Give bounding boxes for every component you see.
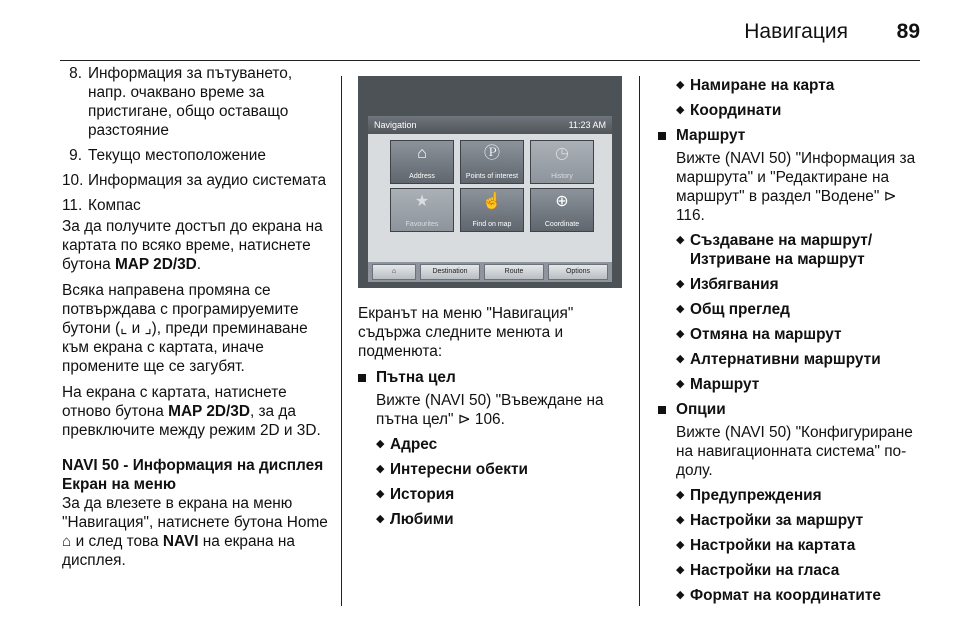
legend-list xyxy=(62,64,334,215)
list-item: ◆ Формат на координатите xyxy=(676,587,881,604)
star-icon: ★ xyxy=(414,193,430,210)
navigation-screenshot xyxy=(358,76,622,288)
list-item: ◆ Предупреждения xyxy=(676,487,822,504)
diamond-bullet-icon: ◆ xyxy=(676,104,685,116)
list-item: ◆ Настройки на гласа xyxy=(676,562,840,579)
diamond-bullet-icon: ◆ xyxy=(676,589,685,601)
column-3 xyxy=(658,76,926,611)
page-header xyxy=(60,14,920,54)
column-2 xyxy=(358,76,630,535)
tile-points-of-interest: Ⓟ Points of interest xyxy=(460,140,524,184)
menu-screen xyxy=(368,134,612,262)
diamond-bullet-icon: ◆ xyxy=(676,278,685,290)
subsection-title: Екран на меню xyxy=(62,476,177,493)
diamond-bullet-icon: ◆ xyxy=(376,463,385,475)
diamond-bullet-icon: ◆ xyxy=(376,513,385,525)
list-item: 10. Информация за аудио системата xyxy=(62,172,327,189)
tile-address: ⌂ Address xyxy=(390,140,454,184)
paragraph: Всяка направена промяна се потвърждава с програмируемите бутони (⌞ и ⌟), преди преминаване към екрана с картата, иначе промените ще се загубят. xyxy=(62,282,308,375)
tile-find-on-map: ☝ Find on map xyxy=(460,188,524,232)
diamond-bullet-icon: ◆ xyxy=(376,488,385,500)
list-item: 8. Информация за пътуването, напр. очаквано време за пристигане, общо оставащо разстояние xyxy=(69,65,293,139)
list-item: ◆ Адрес xyxy=(376,436,438,453)
list-item: ◆ Създаване на маршрут/ Изтриване на маршрут xyxy=(676,232,873,268)
tile-coordinate: ⊕ Coordinate xyxy=(530,188,594,232)
section-title: NAVI 50 - Информация на дисплея xyxy=(62,457,324,474)
tile-favourites: ★ Favourites xyxy=(390,188,454,232)
poi-icon: Ⓟ xyxy=(483,145,500,162)
bottom-bar xyxy=(368,262,612,282)
list-item: 9. Текущо местоположение xyxy=(69,147,266,164)
paragraph: Вижте (NAVI 50) "Въвеждане на пътна цел" ⊳ 106. xyxy=(376,392,604,428)
list-item: Опции xyxy=(658,400,926,419)
paragraph: За да получите достъп до екрана на картата по всяко време, натиснете бутона MAP 2D/3D. xyxy=(62,218,323,273)
column-divider-1 xyxy=(341,76,342,606)
list-item: ◆ Отмяна на маршрут xyxy=(676,326,842,343)
diamond-bullet-icon: ◆ xyxy=(676,514,685,526)
diamond-bullet-icon: ◆ xyxy=(676,234,685,246)
list-item: ◆ Общ преглед xyxy=(676,301,790,318)
options-button: Options xyxy=(548,264,608,280)
tile-history: ◷ History xyxy=(530,140,594,184)
paragraph: Вижте (NAVI 50) "Информация за маршрута" и "Редактиране на маршрут" в раздел "Водене" ⊳ 116. xyxy=(676,150,916,224)
paragraph: На екрана с картата, натиснете отново бутона MAP 2D/3D, за да превключите между режим 2D и 3D. xyxy=(62,384,321,439)
home-icon: ⌂ xyxy=(391,268,397,275)
bullet-icon xyxy=(658,132,666,140)
bullet-icon xyxy=(658,406,666,414)
screen-title-bar: Navigation 11:23 AM xyxy=(368,116,612,134)
globe-icon: ⊕ xyxy=(555,193,569,210)
list-item: ◆ Настройки за маршрут xyxy=(676,512,864,529)
list-item: ◆ Настройки на картата xyxy=(676,537,856,554)
diamond-bullet-icon: ◆ xyxy=(676,564,685,576)
diamond-bullet-icon: ◆ xyxy=(676,303,685,315)
paragraph: Вижте (NAVI 50) "Конфигуриране на навигационната система" по-долу. xyxy=(676,424,913,479)
diamond-bullet-icon: ◆ xyxy=(676,79,685,91)
list-item: ◆ Маршрут xyxy=(676,376,760,393)
destination-button: Destination xyxy=(420,264,480,280)
route-button: Route xyxy=(484,264,544,280)
column-divider-2 xyxy=(639,76,640,606)
diamond-bullet-icon: ◆ xyxy=(676,539,685,551)
list-item: ◆ Координати xyxy=(676,102,782,119)
header-divider xyxy=(60,60,920,61)
page-title: Навигация xyxy=(744,20,848,43)
list-item: ◆ История xyxy=(376,486,455,503)
diamond-bullet-icon: ◆ xyxy=(676,353,685,365)
column-1 xyxy=(62,64,334,577)
list-item: ◆ Любими xyxy=(376,511,454,528)
bullet-icon xyxy=(358,374,366,382)
list-item: ◆ Алтернативни маршрути xyxy=(676,351,881,368)
paragraph: Екранът на меню "Навигация" съдържа следните менюта и подменюта: xyxy=(358,305,574,360)
list-item: Пътна цел xyxy=(358,368,630,387)
home-icon: ⌂ xyxy=(417,145,427,162)
list-item: ◆ Интересни обекти xyxy=(376,461,528,478)
list-item: ◆ Намиране на карта xyxy=(676,77,835,94)
diamond-bullet-icon: ◆ xyxy=(376,438,385,450)
home-button xyxy=(372,264,416,280)
diamond-bullet-icon: ◆ xyxy=(676,328,685,340)
clock-icon: ◷ xyxy=(555,145,569,162)
hand-icon: ☝ xyxy=(482,193,502,210)
diamond-bullet-icon: ◆ xyxy=(676,378,685,390)
list-item: Маршрут xyxy=(658,126,926,145)
clock: 11:23 AM xyxy=(568,120,606,130)
diamond-bullet-icon: ◆ xyxy=(676,489,685,501)
home-icon: ⌂ xyxy=(62,533,72,550)
list-item: 11. Компас xyxy=(62,197,141,214)
paragraph: За да влезете в екрана на меню "Навигация", натиснете бутона Home ⌂ и след това NAVI на екрана на дисплея. xyxy=(62,495,328,569)
page-number: 89 xyxy=(896,20,920,43)
list-item: ◆ Избягвания xyxy=(676,276,779,293)
